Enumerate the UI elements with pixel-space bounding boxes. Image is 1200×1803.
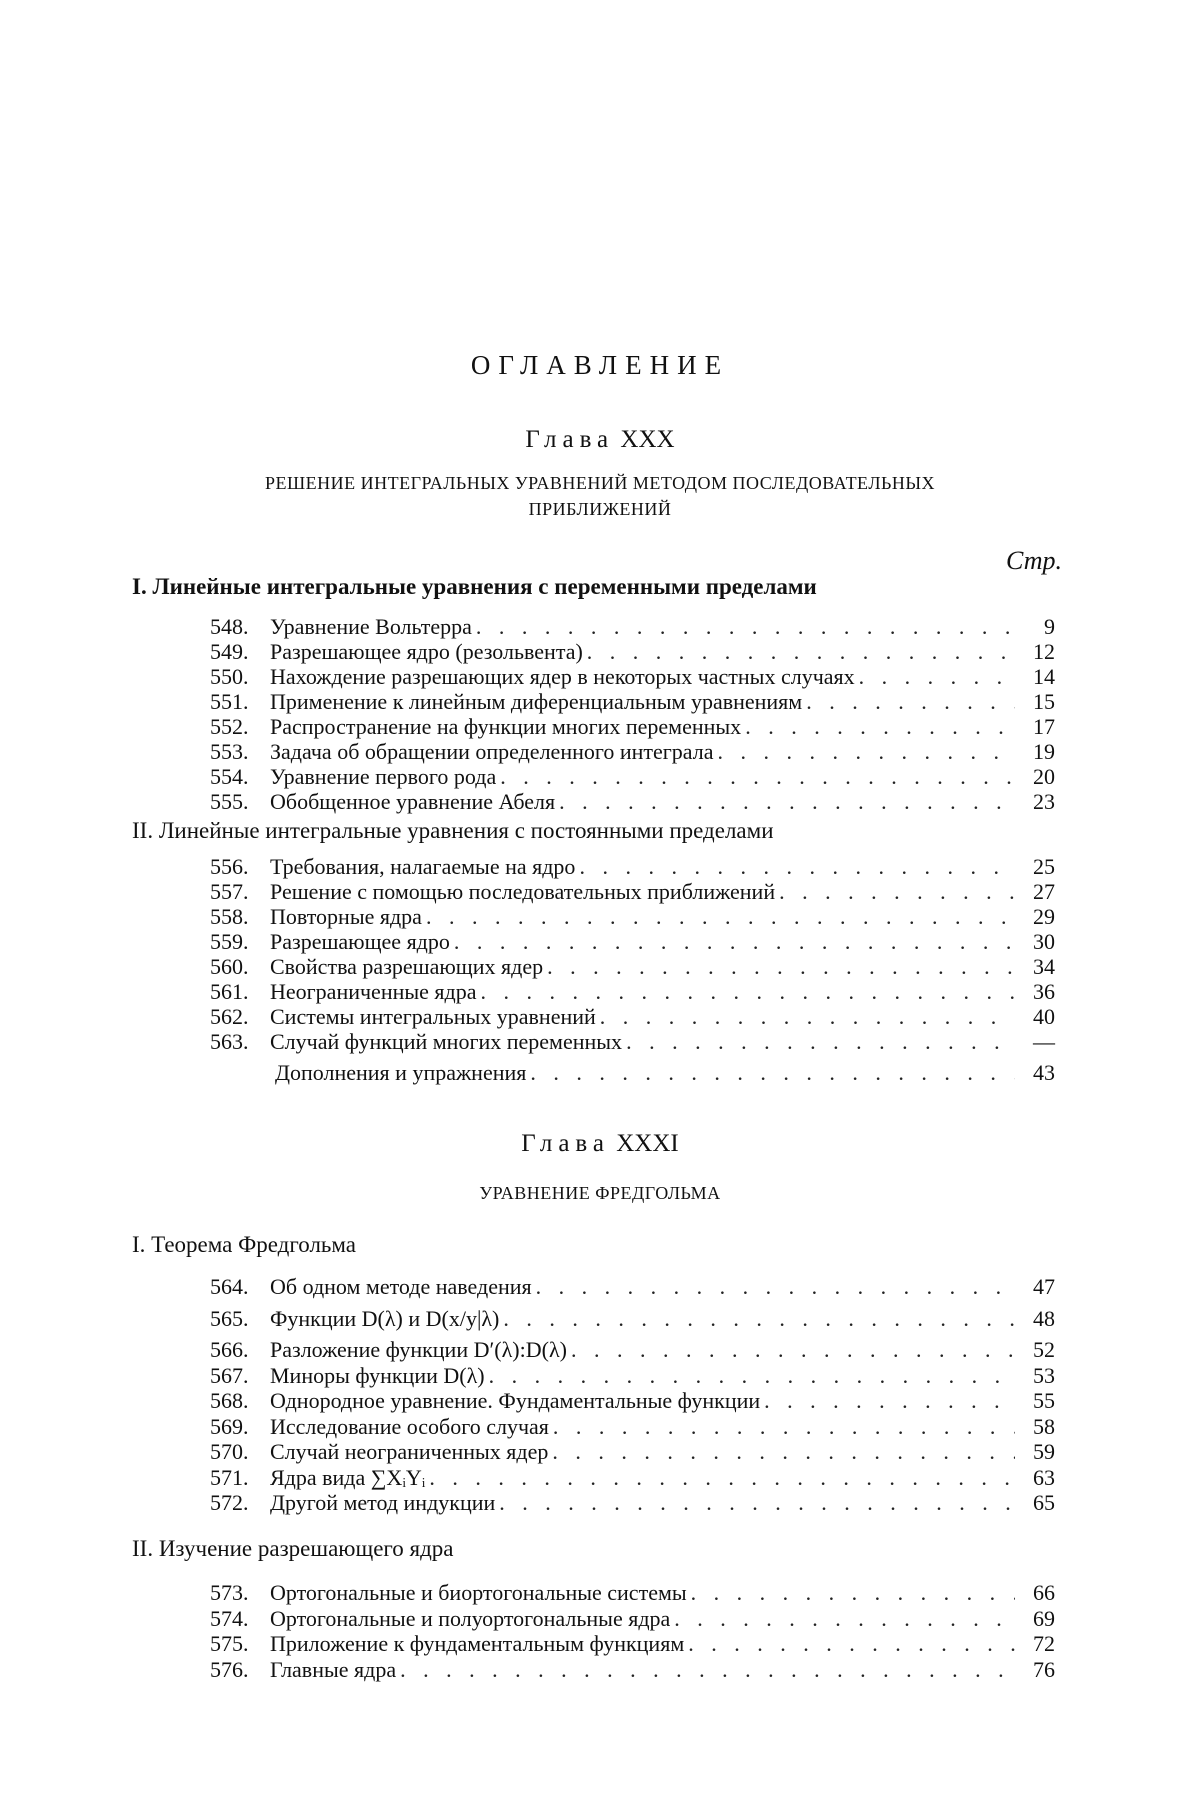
toc-entry[interactable]: [210, 1657, 1055, 1683]
entry-number: 558.: [210, 904, 249, 929]
dot-leader: [626, 1029, 1015, 1054]
entry-label: Ортогональные и полуортогональные ядра: [270, 1605, 671, 1631]
entry-number: 559.: [210, 929, 249, 954]
entry-page: 40: [1033, 1004, 1055, 1029]
part-title: I. Теорема Фредгольма: [132, 1232, 357, 1257]
entry-label: Уравнение первого рода: [270, 764, 497, 789]
entry-number: 565.: [210, 1305, 249, 1331]
chapter-word: Глава: [525, 426, 615, 453]
entry-label: Исследование особого случая: [270, 1413, 549, 1439]
toc-entry[interactable]: [210, 854, 1055, 879]
entry-label: Приложение к фундаментальным функциям: [270, 1631, 685, 1656]
entry-label: Ортогональные и биортогональные системы: [270, 1580, 687, 1605]
entry-number: 548.: [210, 614, 249, 639]
entry-label: Однородное уравнение. Фундаментальные функции: [270, 1388, 761, 1413]
entry-page: 58: [1033, 1413, 1055, 1439]
dot-leader: [688, 1631, 1015, 1656]
chapter-subtitle-line: УРАВНЕНИЕ ФРЕДГОЛЬМА: [479, 1183, 721, 1203]
toc-entry[interactable]: [210, 1490, 1055, 1516]
entry-label: Системы интегральных уравнений: [270, 1004, 596, 1029]
entry-page: 19: [1033, 739, 1055, 764]
dot-leader: [547, 954, 1015, 979]
entry-number: 549.: [210, 639, 249, 664]
chapter-numeral: XXXI: [616, 1130, 679, 1157]
toc-entry[interactable]: [210, 1465, 1055, 1491]
entry-number: 560.: [210, 954, 249, 979]
entry-number: 554.: [210, 764, 249, 789]
dot-leader: [571, 1337, 1015, 1362]
entry-label: Применение к линейным диференциальным уравнениям: [270, 689, 803, 714]
entry-number: 567.: [210, 1362, 249, 1388]
chapter-30-heading: [0, 426, 1200, 454]
entry-label: Другой метод индукции: [270, 1490, 496, 1515]
toc-entry[interactable]: [210, 1580, 1055, 1606]
entry-list: [210, 854, 1055, 1085]
entry-page: 25: [1033, 854, 1055, 879]
entry-page: 53: [1033, 1362, 1055, 1388]
dot-leader: [429, 1465, 1015, 1490]
entry-number: 561.: [210, 979, 249, 1004]
entry-page: —: [1033, 1029, 1055, 1054]
entry-label: Ядра вида ∑XᵢYᵢ: [270, 1464, 426, 1490]
entry-number: 564.: [210, 1274, 249, 1299]
entry-number: 570.: [210, 1439, 249, 1464]
chapter-30-subtitle: [0, 470, 1200, 522]
entry-label: Свойства разрешающих ядер: [270, 954, 544, 979]
chapter-numeral: XXX: [620, 426, 675, 453]
entry-page: 69: [1033, 1605, 1055, 1631]
entry-number: 550.: [210, 664, 249, 689]
toc-entry[interactable]: [210, 979, 1055, 1004]
toc-entry[interactable]: [210, 714, 1055, 739]
toc-entry[interactable]: [210, 639, 1055, 664]
entry-page: 12: [1033, 639, 1055, 664]
entry-number: 553.: [210, 739, 249, 764]
entry-number: 571.: [210, 1464, 249, 1490]
toc-entry[interactable]: [210, 689, 1055, 714]
dot-leader: [426, 904, 1015, 929]
toc-entry[interactable]: [210, 739, 1055, 764]
entry-page: 52: [1033, 1337, 1055, 1362]
entry-label: Миноры функции D(λ): [270, 1362, 485, 1388]
entry-label: Функции D(λ) и D(x/y|λ): [270, 1305, 500, 1331]
entry-label: Задача об обращении определенного интеграла: [270, 739, 714, 764]
dot-leader: [500, 764, 1015, 789]
entry-list: [210, 1580, 1055, 1682]
dot-leader: [454, 929, 1015, 954]
toc-entry-supplements[interactable]: [210, 1060, 1055, 1085]
entry-page: 63: [1033, 1464, 1055, 1490]
dot-leader: [400, 1657, 1015, 1682]
page-column-label: Стр.: [1006, 546, 1062, 575]
dot-leader: [476, 614, 1015, 639]
toc-entry[interactable]: [210, 1306, 1055, 1332]
entry-label: Решение с помощью последовательных приближений: [270, 879, 776, 904]
entry-label: Случай функций многих переменных: [270, 1029, 623, 1054]
toc-entry[interactable]: [210, 1414, 1055, 1440]
dot-leader: [779, 879, 1015, 904]
toc-entry[interactable]: [210, 1274, 1055, 1300]
entry-page: 20: [1033, 764, 1055, 789]
toc-entry[interactable]: [210, 904, 1055, 929]
entry-page: 29: [1033, 904, 1055, 929]
entry-number: 552.: [210, 714, 249, 739]
toc-entry[interactable]: [210, 1606, 1055, 1632]
part-title: II. Изучение разрешающего ядра: [132, 1536, 454, 1561]
dot-leader: [745, 714, 1015, 739]
toc-entry[interactable]: [210, 764, 1055, 789]
toc-entry[interactable]: [210, 1004, 1055, 1029]
entry-label: Главные ядра: [270, 1656, 397, 1682]
entry-page: 76: [1033, 1656, 1055, 1682]
dot-leader: [489, 1363, 1015, 1388]
entry-list: [210, 1274, 1055, 1516]
entry-page: 55: [1033, 1388, 1055, 1413]
toc-entry[interactable]: [210, 1439, 1055, 1465]
entry-label: Дополнения и упражнения: [275, 1060, 527, 1085]
dot-leader: [674, 1606, 1015, 1631]
entry-number: 551.: [210, 689, 249, 714]
dot-leader: [600, 1004, 1015, 1029]
entry-label: Нахождение разрешающих ядер в некоторых частных случаях: [270, 664, 855, 689]
chapter-subtitle-line: РЕШЕНИЕ ИНТЕГРАЛЬНЫХ УРАВНЕНИЙ МЕТОДОМ ПОСЛЕДОВАТЕЛЬНЫХ: [264, 473, 936, 493]
dot-leader: [553, 1414, 1015, 1439]
dot-leader: [806, 689, 1015, 714]
dot-leader: [481, 979, 1016, 1004]
toc-entry[interactable]: [210, 614, 1055, 639]
entry-number: 576.: [210, 1656, 249, 1682]
entry-page: 66: [1033, 1580, 1055, 1605]
toc-entry[interactable]: [210, 664, 1055, 689]
chapter-31-heading: [0, 1130, 1200, 1158]
entry-page: 43: [1033, 1060, 1055, 1085]
entry-list: [210, 614, 1055, 814]
entry-number: 555.: [210, 789, 249, 814]
entry-label: Об одном методе наведения: [270, 1274, 532, 1299]
entry-page: 34: [1033, 954, 1055, 979]
entry-page: 14: [1033, 664, 1055, 689]
dot-leader: [552, 1439, 1015, 1464]
entry-page: 72: [1033, 1631, 1055, 1656]
entry-page: 27: [1033, 879, 1055, 904]
toc-entry[interactable]: [210, 879, 1055, 904]
entry-page: 23: [1033, 789, 1055, 814]
toc-entry[interactable]: [210, 929, 1055, 954]
entry-label: Разложение функции D′(λ):D(λ): [270, 1337, 567, 1362]
entry-label: Разрешающее ядро (резольвента): [270, 639, 583, 664]
dot-leader: [559, 789, 1015, 814]
entry-page: 59: [1033, 1439, 1055, 1464]
entry-label: Уравнение Вольтерра: [270, 614, 472, 639]
dot-leader: [499, 1490, 1015, 1515]
toc-entry[interactable]: [210, 1631, 1055, 1657]
dot-leader: [764, 1388, 1015, 1413]
entry-page: 17: [1033, 714, 1055, 739]
dot-leader: [530, 1060, 1015, 1085]
entry-label: Распространение на функции многих переменных: [270, 714, 742, 739]
entry-page: 30: [1033, 929, 1055, 954]
toc-title: ОГЛАВЛЕНИЕ: [470, 350, 730, 380]
entry-page: 65: [1033, 1490, 1055, 1515]
entry-label: Повторные ядра: [270, 904, 422, 929]
entry-page: 36: [1033, 979, 1055, 1004]
toc-entry[interactable]: [210, 789, 1055, 814]
toc-entry[interactable]: [210, 1363, 1055, 1389]
dot-leader: [579, 854, 1015, 879]
entry-page: 9: [1044, 614, 1055, 639]
toc-entry[interactable]: [210, 954, 1055, 979]
entry-number: 575.: [210, 1631, 249, 1656]
entry-page: 48: [1033, 1305, 1055, 1331]
chapter-subtitle-line: ПРИБЛИЖЕНИЙ: [528, 499, 672, 519]
entry-number: 563.: [210, 1029, 249, 1054]
entry-number: 557.: [210, 879, 249, 904]
toc-entry[interactable]: [210, 1388, 1055, 1414]
dot-leader: [718, 739, 1016, 764]
entry-page: 15: [1033, 689, 1055, 714]
dot-leader: [503, 1306, 1015, 1331]
entry-page: 47: [1033, 1274, 1055, 1299]
entry-number: 573.: [210, 1580, 249, 1605]
entry-label: Требования, налагаемые на ядро: [270, 854, 576, 879]
entry-label: Неограниченные ядра: [270, 979, 477, 1004]
entry-number: 562.: [210, 1004, 249, 1029]
entry-number: 574.: [210, 1605, 249, 1631]
entry-label: Разрешающее ядро: [270, 929, 450, 954]
entry-number: 568.: [210, 1388, 249, 1413]
chapter-word: Глава: [521, 1130, 610, 1157]
entry-number: 566.: [210, 1337, 249, 1362]
toc-entry[interactable]: [210, 1029, 1055, 1054]
entry-number: 572.: [210, 1490, 249, 1515]
toc-entry[interactable]: [210, 1337, 1055, 1363]
part-title: II. Линейные интегральные уравнения с постоянными пределами: [132, 818, 774, 843]
dot-leader: [587, 639, 1015, 664]
dot-leader: [691, 1580, 1015, 1605]
dot-leader: [859, 664, 1015, 689]
entry-label: Обобщенное уравнение Абеля: [270, 789, 556, 814]
dot-leader: [536, 1274, 1015, 1299]
entry-number: 569.: [210, 1413, 249, 1439]
part-title: I. Линейные интегральные уравнения с переменными пределами: [132, 574, 817, 599]
chapter-31-subtitle: [0, 1180, 1200, 1206]
entry-label: Случай неограниченных ядер: [270, 1439, 549, 1464]
entry-number: 556.: [210, 854, 249, 879]
